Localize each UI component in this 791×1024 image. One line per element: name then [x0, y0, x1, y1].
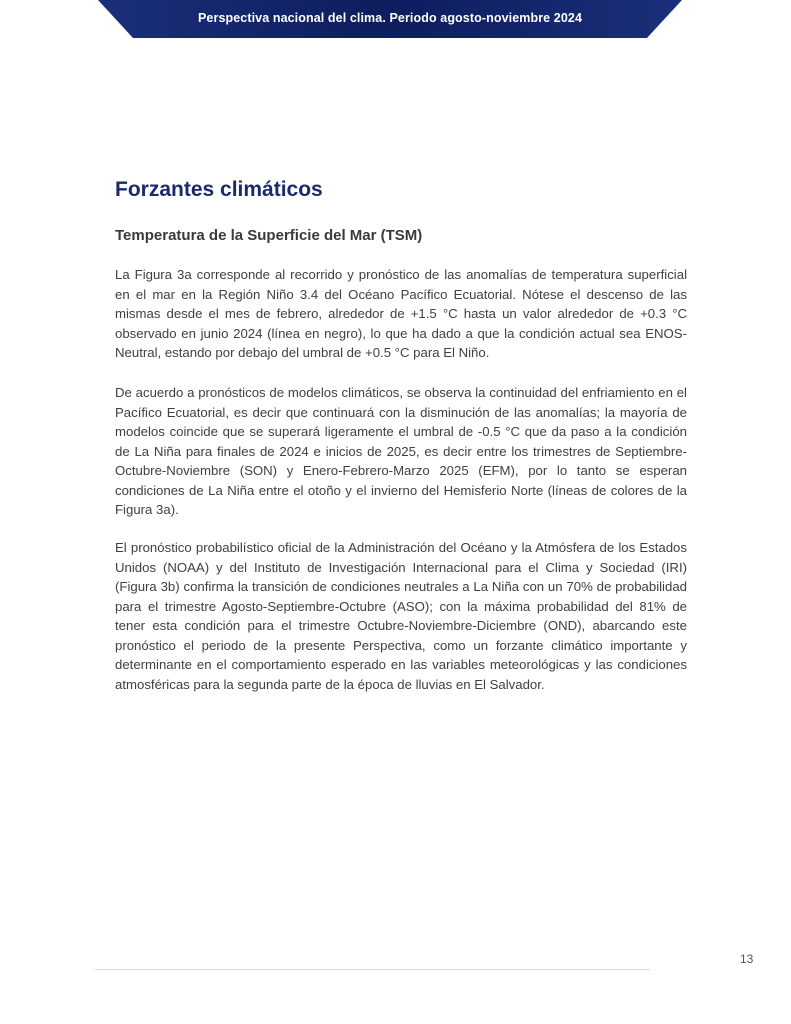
page-number: 13	[740, 952, 754, 966]
subsection-title: Temperatura de la Superficie del Mar (TSM)	[115, 227, 423, 244]
header-title: Perspectiva nacional del clima. Periodo agosto-noviembre 2024	[197, 11, 583, 25]
section-title: Forzantes climáticos	[115, 178, 323, 201]
paragraph-1: La Figura 3a corresponde al recorrido y pronóstico de las anomalías de temperatura superficial en el mar en la Región Niño 3.4 del Océano Pacífico Ecuatorial. Nótese el descenso de las mismas desde el mes de febrero, alrededor de +1.5 °C hasta un valor alrededor de +0.3 °C observado en junio 2024 (línea en negro), lo que ha dado a que la condición actual sea ENOS-Neutral, estando por debajo del umbral de +0.5 °C para El Niño.	[115, 267, 687, 360]
footer-divider	[95, 969, 650, 970]
paragraph-3: El pronóstico probabilístico oficial de la Administración del Océano y la Atmósfera de los Estados Unidos (NOAA) y del Instituto de Investigación Internacional para el Clima y Sociedad (IRI) (Figura 3b) confirma la transición de condiciones neutrales a La Niña con un 70% de probabilidad para el trimestre Agosto-Septiembre-Octubre (ASO); con la máxima probabilidad del 81% de tener esta condición para el trimestre Octubre-Noviembre-Diciembre (OND), abarcando este pronóstico el periodo de la presente Perspectiva, como un forzante climático importante y determinante en el comportamiento esperado en las variables meteorológicas y las condiciones atmosféricas para la segunda parte de la época de lluvias en El Salvador.	[115, 540, 687, 692]
paragraph-2: De acuerdo a pronósticos de modelos climáticos, se observa la continuidad del enfriamiento en el Pacífico Ecuatorial, es decir que continuará con la disminución de las anomalías; la mayoría de modelos coincide que se superará ligeramente el umbral de -0.5 °C que da paso a la condición de La Niña para finales de 2024 e inicios de 2025, es decir entre los trimestres de Septiembre-Octubre-Noviembre (SON) y Enero-Febrero-Marzo 2025 (EFM), por lo tanto se esperan condiciones de La Niña entre el otoño y el invierno del Hemisferio Norte (líneas de colores de la Figura 3a).	[115, 385, 687, 517]
